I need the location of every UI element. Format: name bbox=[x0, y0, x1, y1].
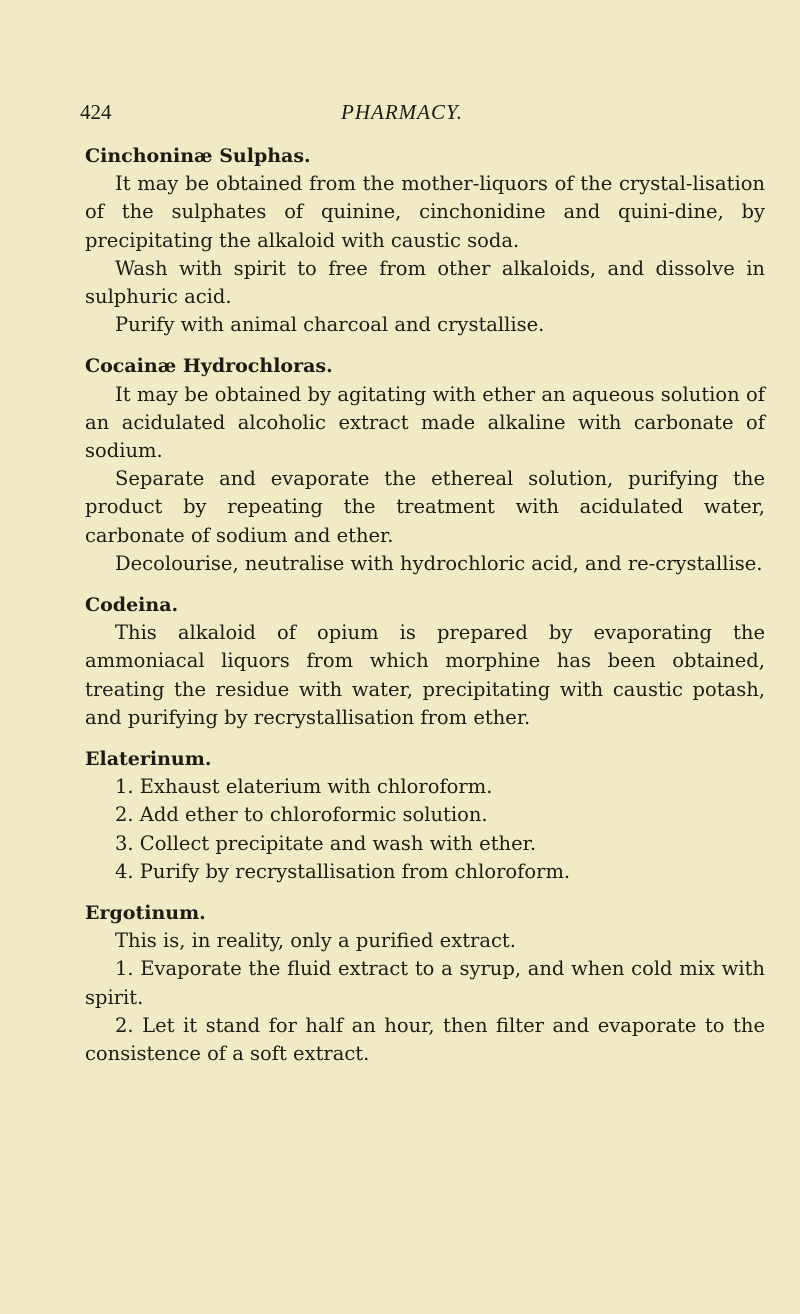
section-ergotinum bbox=[85, 899, 765, 1068]
section-elaterinum bbox=[85, 745, 765, 886]
section-heading: Ergotinum. bbox=[85, 902, 206, 925]
paragraph: Separate and evaporate the ethereal solution, purifying the product by repeating the treatment with acidulated water, carbonate of sodium and ether. bbox=[85, 467, 765, 547]
section-cinchoninae-sulphas bbox=[85, 142, 765, 339]
section-cocainae-hydrochloras bbox=[85, 352, 765, 578]
section-heading: Cinchoninæ Sulphas. bbox=[85, 145, 311, 167]
section-codeina bbox=[85, 591, 765, 732]
running-head bbox=[80, 100, 800, 126]
section-heading: Codeina. bbox=[85, 594, 179, 617]
numbered-step: 2. Let it stand for half an hour, then filter and evaporate to the consistence of a soft extract. bbox=[85, 1013, 765, 1066]
section-heading: Elaterinum. bbox=[85, 748, 212, 771]
paragraph: This alkaloid of opium is prepared by evaporating the ammoniacal liquors from which morphine has been obtained, treating the residue with water, precipitating with caustic potash, and purifying by recrystallisation from ether. bbox=[85, 621, 765, 729]
paragraph: Decolourise, neutralise with hydrochloric acid, and re-crystallise. bbox=[115, 551, 763, 575]
paragraph: Wash with spirit to free from other alkaloids, and dissolve in sulphuric acid. bbox=[85, 256, 765, 309]
paragraph: Purify with animal charcoal and crystallise. bbox=[115, 313, 545, 337]
body-text bbox=[85, 142, 765, 1081]
numbered-step: 3. Collect precipitate and wash with ether. bbox=[115, 831, 537, 855]
page-number: 424 bbox=[80, 100, 112, 124]
paragraph: This is, in reality, only a purified extract. bbox=[115, 929, 516, 953]
section-heading: Cocainæ Hydrochloras. bbox=[85, 355, 333, 378]
paragraph: It may be obtained from the mother-liquors of the crystal-lisation of the sulphates of quinine, cinchonidine and quini-dine, by precipitating the alkaloid with caustic soda. bbox=[85, 172, 765, 252]
numbered-step: 1. Exhaust elaterium with chloroform. bbox=[115, 775, 493, 799]
page-title: PHARMACY. bbox=[341, 100, 463, 124]
paragraph: It may be obtained by agitating with ether an aqueous solution of an acidulated alcoholic extract made alkaline with carbonate of sodium. bbox=[85, 382, 765, 463]
numbered-step: 4. Purify by recrystallisation from chloroform. bbox=[115, 859, 571, 883]
numbered-step: 1. Evaporate the fluid extract to a syrup, and when cold mix with spirit. bbox=[85, 957, 765, 1009]
numbered-step: 2. Add ether to chloroformic solution. bbox=[115, 803, 488, 827]
